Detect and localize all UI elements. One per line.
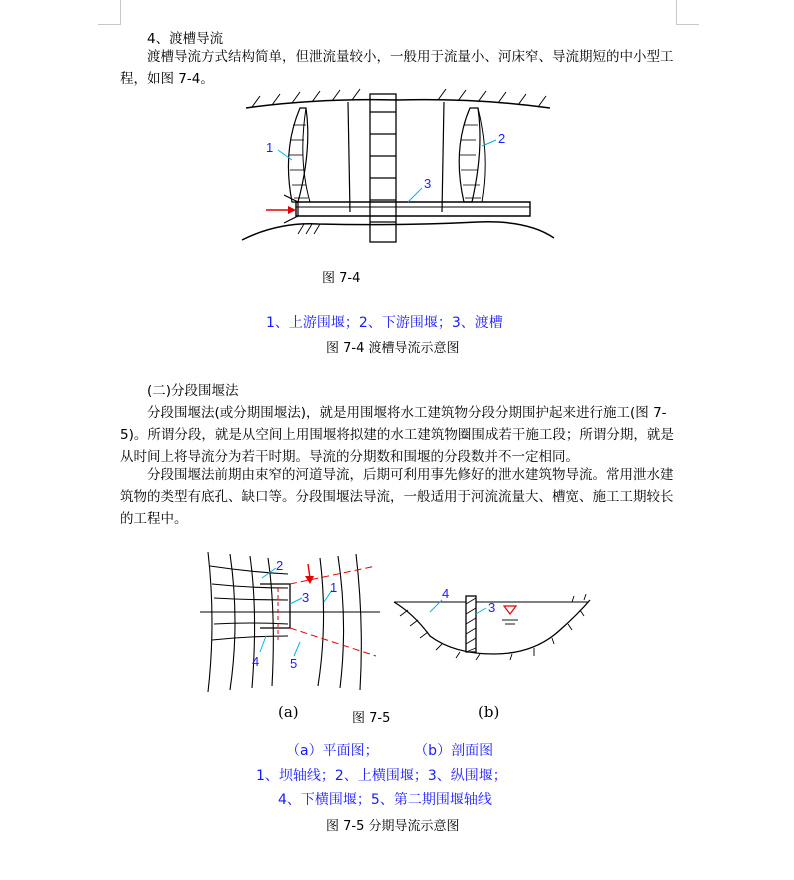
fig75b-label-3: 3	[488, 600, 496, 615]
flume-paragraph: 渡槽导流方式结构简单，但泄流量较小，一般用于流量小、河床窄、导流期短的中小型工程，如图 7-4。	[120, 49, 674, 87]
section-heading-staged-cofferdam: (二)分段围堰法	[147, 383, 239, 399]
figure-7-4-flume-diversion	[238, 90, 558, 250]
fig74-label-1: 1	[266, 140, 274, 155]
fig75a-label-2: 2	[276, 558, 284, 573]
section-heading-flume: 4、渡槽导流	[147, 31, 224, 47]
fig75b-label-4: 4	[442, 586, 450, 601]
fig75a-label-3: 3	[302, 590, 310, 605]
figure-7-5a-plan-view	[200, 552, 380, 692]
figure-7-4-legend: 1、上游围堰；2、下游围堰；3、渡槽	[266, 315, 503, 331]
figure-7-4-caption: 图 7-4 渡槽导流示意图	[326, 341, 460, 356]
figure-7-5-legend-line-2: 1、坝轴线；2、上横围堰；3、纵围堰；	[256, 768, 507, 784]
figure-7-5-sub-b: (b)	[478, 703, 500, 721]
page-corner-mark-right	[676, 0, 699, 25]
fig75a-label-4: 4	[252, 654, 260, 669]
staged-cofferdam-paragraph-2: 分段围堰法前期由束窄的河道导流，后期可利用事先修好的泄水建筑物导流。常用泄水建筑物的类型有底孔、缺口等。分段围堰法导流，一般适用于河流流量大、槽宽、施工工期较长的工程中。	[120, 467, 674, 527]
figure-7-5-sub-a: (a)	[278, 703, 299, 721]
fig75a-label-1: 1	[330, 580, 338, 595]
fig74-label-3: 3	[424, 176, 432, 191]
fig74-label-2: 2	[498, 131, 506, 146]
figure-7-4-number: 图 7-4	[322, 271, 361, 286]
figure-7-5-caption: 图 7-5 分期导流示意图	[326, 819, 460, 834]
page-corner-mark-left	[98, 0, 121, 25]
staged-cofferdam-paragraph-1: 分段围堰法(或分期围堰法)，就是用围堰将水工建筑物分段分期围护起来进行施工(图 7-5)。所谓分段，就是从空间上用围堰将拟建的水工建筑物圈围成若干施工段；所谓分期，就是从时间上将导流分为若干时期。导流的分期数和围堰的分段数并不一定相同。	[120, 405, 674, 465]
figure-7-5-legend-line-3: 4、下横围堰；5、第二期围堰轴线	[278, 792, 492, 808]
figure-7-5b-section-view	[384, 586, 604, 666]
fig75a-label-5: 5	[290, 656, 298, 671]
figure-7-5-legend-line-1: （a）平面图； （b）剖面图	[286, 743, 494, 759]
figure-7-5-number: 图 7-5	[352, 711, 391, 726]
